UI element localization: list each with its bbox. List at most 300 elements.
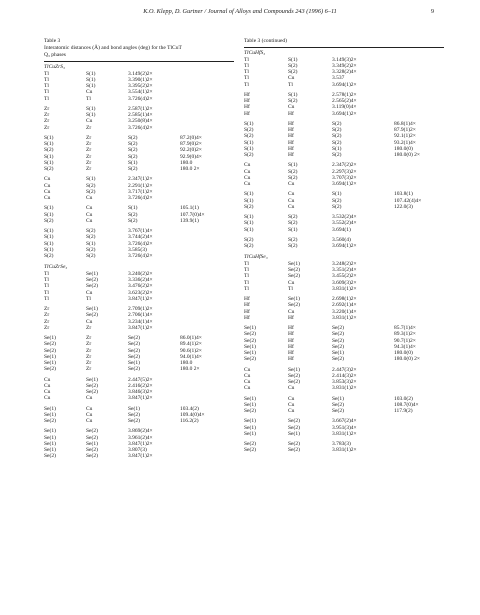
- table-cell: S(2): [332, 120, 342, 127]
- table-cell: S(1): [86, 112, 96, 119]
- table-cell: S(2): [128, 166, 138, 173]
- table-cell: Se(2): [288, 447, 300, 454]
- table-cell: S(1): [128, 205, 138, 212]
- table-cell: Tl: [44, 76, 49, 83]
- table-cell: Cu: [44, 188, 51, 195]
- group-spacer: [244, 454, 444, 458]
- table-cell: S(2): [244, 133, 254, 140]
- table-row: [244, 447, 444, 453]
- table-cell: 3.694(1)2×: [332, 243, 357, 250]
- table-cell: Se(1): [44, 440, 56, 447]
- table-cell: Se(2): [128, 366, 140, 373]
- table-cell: Cu: [288, 385, 295, 392]
- table-cell: 180.0: [180, 159, 193, 166]
- table-cell: Se(1): [86, 270, 98, 277]
- table-cell: Cu: [288, 308, 295, 315]
- table-cell: 2.692(1)4×: [332, 302, 357, 309]
- table-cell: Se(2): [86, 453, 98, 460]
- table-cell: S(2): [128, 153, 138, 160]
- table-row: [244, 408, 444, 414]
- table-cell: 3.585(3): [128, 246, 147, 253]
- table-cell: 2.565(2)4×: [332, 98, 357, 105]
- table-cell: Hf: [244, 98, 250, 105]
- table-cell: 3.220(1)4×: [332, 308, 357, 315]
- compound-heading: TlCuHfSe₃: [244, 254, 268, 261]
- table-cell: Zr: [86, 347, 92, 354]
- table-row: [44, 418, 234, 424]
- table-cell: 3.726(4)2×: [128, 95, 153, 102]
- table-cell: 180.0: [180, 360, 193, 367]
- table-cell: 3.250(8)4×: [128, 118, 153, 125]
- table-cell: S(2): [288, 214, 298, 221]
- table-caption-line: Interatomic distances (Å) and bond angles (deg) for the TlCuT: [44, 45, 182, 51]
- table-cell: Se(2): [244, 408, 256, 415]
- table-row: [44, 395, 234, 401]
- table-cell: Tl: [244, 69, 249, 76]
- table-cell: Se(2): [86, 447, 98, 454]
- table-cell: Se(2): [44, 453, 56, 460]
- table-cell: 3.847(1)2×: [128, 295, 153, 302]
- table-cell: Se(1): [288, 260, 300, 267]
- table-cell: 3.846(3)2×: [128, 389, 153, 396]
- table-cell: S(1): [244, 197, 254, 204]
- table-cell: Hf: [288, 152, 294, 159]
- table-cell: S(2): [332, 203, 342, 210]
- table-cell: Se(2): [86, 277, 98, 284]
- table-cell: 85.7(1)4×: [394, 325, 416, 332]
- table-cell: Se(2): [332, 401, 344, 408]
- table-cell: Hf: [288, 343, 294, 350]
- table-cell: S(2): [244, 236, 254, 243]
- table-cell: Tl: [44, 295, 49, 302]
- table-cell: S(1): [86, 176, 96, 183]
- table-cell: 3.476(2)2×: [128, 283, 153, 290]
- table-cell: 3.119(0)4×: [332, 104, 357, 111]
- table-cell: Se(2): [128, 347, 140, 354]
- table-cell: 86.8(1)4×: [394, 120, 416, 127]
- table-cell: 2.698(1)2×: [332, 296, 357, 303]
- table-cell: S(1): [288, 56, 298, 63]
- table-cell: S(2): [128, 141, 138, 148]
- table-row: [44, 325, 234, 331]
- table-cell: Se(2): [288, 424, 300, 431]
- table-cell: 2.416(2)2×: [128, 382, 153, 389]
- table-cell: Cu: [86, 217, 93, 224]
- table-cell: Cu: [244, 174, 251, 181]
- table-cell: Se(2): [288, 418, 300, 425]
- table-cell: Se(2): [332, 408, 344, 415]
- table-cell: S(1): [244, 145, 254, 152]
- table-cell: 3.336(2)4×: [128, 277, 153, 284]
- table-cell: Hf: [288, 127, 294, 134]
- table-cell: S(2): [128, 134, 138, 141]
- table-cell: Cu: [86, 211, 93, 218]
- table-cell: 3.869(2)4×: [128, 428, 153, 435]
- table-cell: Hf: [288, 110, 294, 117]
- table-cell: 3.552(2)4×: [332, 220, 357, 227]
- table-cell: Se(2): [86, 312, 98, 319]
- table-cell: Se(2): [86, 283, 98, 290]
- table-row: [244, 152, 444, 158]
- table-cell: 3.537: [332, 75, 345, 82]
- table-caption: [244, 38, 444, 45]
- table-cell: 116.2(2): [180, 418, 199, 425]
- table-cell: Zr: [86, 366, 92, 373]
- table-cell: 122.0(3): [394, 203, 413, 210]
- table-cell: S(2): [332, 197, 342, 204]
- table-cell: Zr: [86, 324, 92, 331]
- table-cell: Se(1): [244, 395, 256, 402]
- table-cell: 93.2(1)4×: [394, 139, 416, 146]
- table-cell: 86.0(1)4×: [180, 335, 202, 342]
- table-cell: Se(1): [44, 428, 56, 435]
- table-cell: 3.532(2)4×: [332, 214, 357, 221]
- table-cell: 2.578(1)2×: [332, 91, 357, 98]
- table-cell: Zr: [86, 153, 92, 160]
- table-cell: S(2): [332, 152, 342, 159]
- table-cell: 2.447(3)2×: [332, 366, 357, 373]
- table-cell: Cu: [86, 405, 93, 412]
- table-cell: 109.4(0)4×: [180, 411, 205, 418]
- table-cell: Se(2): [44, 366, 56, 373]
- table-cell: Se(2): [86, 434, 98, 441]
- table-cell: 2.347(2)2×: [332, 162, 357, 169]
- table-cell: Tl: [44, 270, 49, 277]
- table-cell: S(2): [86, 228, 96, 235]
- table-row: [244, 315, 444, 321]
- table-cell: Se(1): [128, 405, 140, 412]
- table-cell: S(1): [244, 226, 254, 233]
- table-row: [244, 431, 444, 437]
- table-cell: Cu: [244, 168, 251, 175]
- table-cell: 2.297(3)2×: [332, 168, 357, 175]
- table-cell: Cu: [244, 162, 251, 169]
- table-cell: Se(2): [44, 341, 56, 348]
- table-cell: Se(1): [44, 405, 56, 412]
- table-cell: 3.234(1)4×: [128, 318, 153, 325]
- table-cell: Zr: [44, 105, 50, 112]
- table-cell: S(1): [288, 91, 298, 98]
- table-cell: 3.349(2)2×: [332, 62, 357, 69]
- table-cell: Tl: [86, 295, 91, 302]
- table-cell: 3.694(1): [332, 226, 351, 233]
- table-cell: Se(1): [86, 306, 98, 313]
- table-row: [44, 125, 234, 131]
- table-cell: Se(2): [244, 331, 256, 338]
- table-cell: S(1): [86, 105, 96, 112]
- table-cell: 3.667(2)4×: [332, 418, 357, 425]
- table-cell: Tl: [288, 285, 293, 292]
- table-cell: S(2): [332, 139, 342, 146]
- table-cell: 3.847(1)2×: [128, 324, 153, 331]
- table-cell: Se(2): [332, 356, 344, 363]
- table-cell: S(1): [244, 214, 254, 221]
- table-cell: Hf: [244, 308, 250, 315]
- table-cell: Zr: [86, 166, 92, 173]
- table-cell: Cu: [288, 104, 295, 111]
- table-cell: 3.328(2)4×: [332, 69, 357, 76]
- table-cell: S(2): [288, 62, 298, 69]
- table-cell: Se(1): [244, 418, 256, 425]
- table-cell: S(1): [44, 228, 54, 235]
- table-cell: Se(2): [44, 418, 56, 425]
- table-cell: 94.3(1)4×: [394, 343, 416, 350]
- table-cell: S(1): [244, 120, 254, 127]
- table-cell: Cu: [86, 395, 93, 402]
- table-cell: S(2): [86, 188, 96, 195]
- table-cell: 3.726(4)2×: [128, 240, 153, 247]
- table-cell: Se(2): [332, 343, 344, 350]
- table-cell: 92.2(0)2×: [180, 147, 202, 154]
- table-cell: Tl: [244, 62, 249, 69]
- table-row: [244, 243, 444, 249]
- table-cell: Se(1): [44, 360, 56, 367]
- table-cell: S(2): [288, 69, 298, 76]
- table-cell: S(2): [128, 217, 138, 224]
- table-row: [244, 356, 444, 362]
- table-cell: Se(2): [288, 273, 300, 280]
- table-cell: 3.783(3): [332, 441, 351, 448]
- table-cell: Cu: [244, 385, 251, 392]
- table-row: [44, 453, 234, 459]
- compound-heading: TlCuZrS₃: [44, 64, 65, 70]
- table-cell: Zr: [86, 335, 92, 342]
- table-cell: 103.0(2): [394, 395, 413, 402]
- page-number: 9: [430, 8, 434, 15]
- table-cell: Se(2): [128, 341, 140, 348]
- table-cell: 3.726(4)2×: [128, 195, 153, 202]
- table-cell: 3.351(2)4×: [332, 267, 357, 274]
- table-cell: Se(1): [244, 424, 256, 431]
- table-cell: S(1): [44, 134, 54, 141]
- table-cell: Se(1): [44, 353, 56, 360]
- table-cell: 180.0(0): [394, 350, 413, 357]
- table-cell: S(2): [86, 246, 96, 253]
- table-cell: 3.853(3)2×: [332, 379, 357, 386]
- table-row: [244, 181, 444, 187]
- table-cell: 3.694(1)2×: [332, 81, 357, 88]
- table-cell: Se(2): [86, 428, 98, 435]
- table-rule: [44, 61, 234, 62]
- table-cell: S(1): [86, 240, 96, 247]
- table-cell: Tl: [44, 277, 49, 284]
- table-cell: Se(2): [244, 441, 256, 448]
- table-cell: S(2): [44, 147, 54, 154]
- table-cell: S(1): [86, 76, 96, 83]
- table-cell: 87.9(1)2×: [394, 127, 416, 134]
- table-row: [244, 227, 444, 233]
- table-cell: 3.744(2)4×: [128, 234, 153, 241]
- table-cell: Se(2): [288, 441, 300, 448]
- table-cell: Zr: [44, 306, 50, 313]
- table-cell: Zr: [44, 118, 50, 125]
- table-cell: 3.248(2)2×: [332, 260, 357, 267]
- table-cell: 3.707(3)2×: [332, 174, 357, 181]
- table-row: [44, 195, 234, 201]
- table-cell: 180.0 2×: [180, 366, 200, 373]
- table-cell: Se(2): [128, 335, 140, 342]
- table-cell: 3.726(4)2×: [128, 253, 153, 260]
- table-cell: S(2): [288, 236, 298, 243]
- table-cell: Se(1): [244, 343, 256, 350]
- table-cell: 87.2(0)4×: [180, 134, 202, 141]
- table-cell: 139.9(1): [180, 217, 199, 224]
- table-cell: 3.831(1)2×: [332, 385, 357, 392]
- table-cell: Tl: [44, 283, 49, 290]
- table-cell: S(2): [288, 174, 298, 181]
- table-cell: Hf: [244, 314, 250, 321]
- table-cell: Hf: [244, 110, 250, 117]
- table-cell: Cu: [244, 181, 251, 188]
- table-cell: 3.694(1)2×: [332, 181, 357, 188]
- table-cell: Hf: [244, 104, 250, 111]
- table-cell: Cu: [288, 408, 295, 415]
- table-cell: 3.554(1)2×: [128, 89, 153, 96]
- table-cell: Hf: [244, 302, 250, 309]
- table-cell: Tl: [44, 95, 49, 102]
- table-caption-line: Table 3: [44, 38, 61, 44]
- table-caption: [44, 38, 234, 59]
- table-cell: Se(2): [332, 325, 344, 332]
- running-head: K.O. Klepp, D. Gurtner / Journal of Alloys and Compounds 243 (1996) 6–11: [143, 8, 337, 15]
- table-cell: Se(1): [332, 395, 344, 402]
- table-cell: S(2): [86, 253, 96, 260]
- table-cell: Se(1): [44, 434, 56, 441]
- group-spacer: [244, 249, 444, 253]
- table-cell: S(2): [86, 234, 96, 241]
- table-3-left-column: [44, 38, 234, 464]
- table-cell: Cu: [86, 118, 93, 125]
- group-spacer: [44, 460, 234, 464]
- table-cell: 2.585(1)4×: [128, 112, 153, 119]
- table-cell: Tl: [86, 95, 91, 102]
- table-cell: Cu: [288, 191, 295, 198]
- table-cell: Se(1): [128, 360, 140, 367]
- table-cell: 3.767(1)4×: [128, 228, 153, 235]
- table-row: [244, 286, 444, 292]
- table-cell: Cu: [44, 382, 51, 389]
- table-cell: Se(2): [128, 353, 140, 360]
- table-row: [44, 296, 234, 302]
- table-cell: S(1): [44, 211, 54, 218]
- table-cell: S(1): [244, 191, 254, 198]
- table-cell: S(2): [86, 182, 96, 189]
- table-cell: S(1): [332, 191, 342, 198]
- table-cell: Zr: [86, 134, 92, 141]
- table-cell: 3.240(2)2×: [128, 270, 153, 277]
- table-cell: S(2): [332, 127, 342, 134]
- table-cell: Tl: [244, 267, 249, 274]
- table-cell: S(2): [288, 168, 298, 175]
- table-cell: Cu: [86, 418, 93, 425]
- table-cell: Se(2): [244, 356, 256, 363]
- compound-heading: TlCuHfS₃: [244, 50, 266, 56]
- table-cell: Tl: [244, 285, 249, 292]
- table-cell: Cu: [86, 411, 93, 418]
- table-cell: S(2): [44, 253, 54, 260]
- table-cell: 105.1(1): [180, 205, 199, 212]
- table-cell: Se(2): [244, 447, 256, 454]
- table-cell: Se(2): [332, 331, 344, 338]
- table-row: [244, 204, 444, 210]
- table-cell: 2.709(1)2×: [128, 306, 153, 313]
- table-cell: Hf: [244, 91, 250, 98]
- table-cell: Se(2): [86, 382, 98, 389]
- table-cell: Cu: [44, 195, 51, 202]
- table-cell: Se(1): [244, 430, 256, 437]
- table-cell: Zr: [44, 124, 50, 131]
- table-cell: 3.831(1)2×: [332, 314, 357, 321]
- table-cell: 89.3(1)2×: [394, 331, 416, 338]
- table-cell: S(2): [288, 220, 298, 227]
- table-cell: Se(2): [128, 411, 140, 418]
- table-cell: 2.291(1)2×: [128, 182, 153, 189]
- table-cell: 3.847(1)2×: [128, 440, 153, 447]
- table-cell: Hf: [288, 356, 294, 363]
- table-row: [44, 253, 234, 259]
- table-cell: 3.961(2)4×: [128, 434, 153, 441]
- table-cell: Se(1): [288, 430, 300, 437]
- table-cell: Zr: [86, 360, 92, 367]
- table-cell: Se(1): [288, 366, 300, 373]
- table-cell: Hf: [244, 296, 250, 303]
- table-cell: Se(2): [128, 418, 140, 425]
- table-cell: 3.455(2)2×: [332, 273, 357, 280]
- table-cell: 3.831(1)2×: [332, 447, 357, 454]
- table-cell: Cu: [244, 379, 251, 386]
- table-row: [244, 111, 444, 117]
- table-cell: S(2): [128, 147, 138, 154]
- table-cell: Se(1): [44, 447, 56, 454]
- table-cell: Tl: [244, 75, 249, 82]
- table-cell: Se(2): [288, 267, 300, 274]
- table-row: [44, 166, 234, 172]
- table-cell: Cu: [44, 395, 51, 402]
- table-cell: Cu: [44, 389, 51, 396]
- table-cell: Cu: [86, 205, 93, 212]
- table-cell: 3.847(1)2×: [128, 395, 153, 402]
- table-cell: S(1): [44, 159, 54, 166]
- table-cell: 3.149(3)2×: [332, 56, 357, 63]
- table-cell: Zr: [86, 141, 92, 148]
- table-row: [44, 366, 234, 372]
- table-cell: 3.951(3)4×: [332, 424, 357, 431]
- table-cell: 3.694(1)2×: [332, 110, 357, 117]
- table-cell: Zr: [44, 312, 50, 319]
- table-cell: 3.609(3)2×: [332, 279, 357, 286]
- table-cell: 2.414(3)2×: [332, 372, 357, 379]
- compound-heading: TlCuZrSe₃: [44, 264, 68, 271]
- table-cell: Hf: [288, 133, 294, 140]
- table-cell: 92.1(1)2×: [394, 133, 416, 140]
- table-cell: S(1): [44, 153, 54, 160]
- table-cell: S(2): [44, 217, 54, 224]
- table-cell: Se(2): [288, 302, 300, 309]
- table-cell: S(2): [288, 98, 298, 105]
- table-cell: 3.717(1)2×: [128, 188, 153, 195]
- table-row: [44, 96, 234, 102]
- table-cell: S(2): [244, 127, 254, 134]
- table-cell: 94.0(1)4×: [180, 353, 202, 360]
- table-cell: Zr: [86, 353, 92, 360]
- table-cell: 87.9(0)2×: [180, 141, 202, 148]
- table-cell: 3.623(2)2×: [128, 289, 153, 296]
- table-cell: Cu: [288, 395, 295, 402]
- table-cell: Cu: [288, 279, 295, 286]
- table-cell: S(1): [244, 139, 254, 146]
- group-spacer: [44, 259, 234, 263]
- table-cell: Cu: [288, 197, 295, 204]
